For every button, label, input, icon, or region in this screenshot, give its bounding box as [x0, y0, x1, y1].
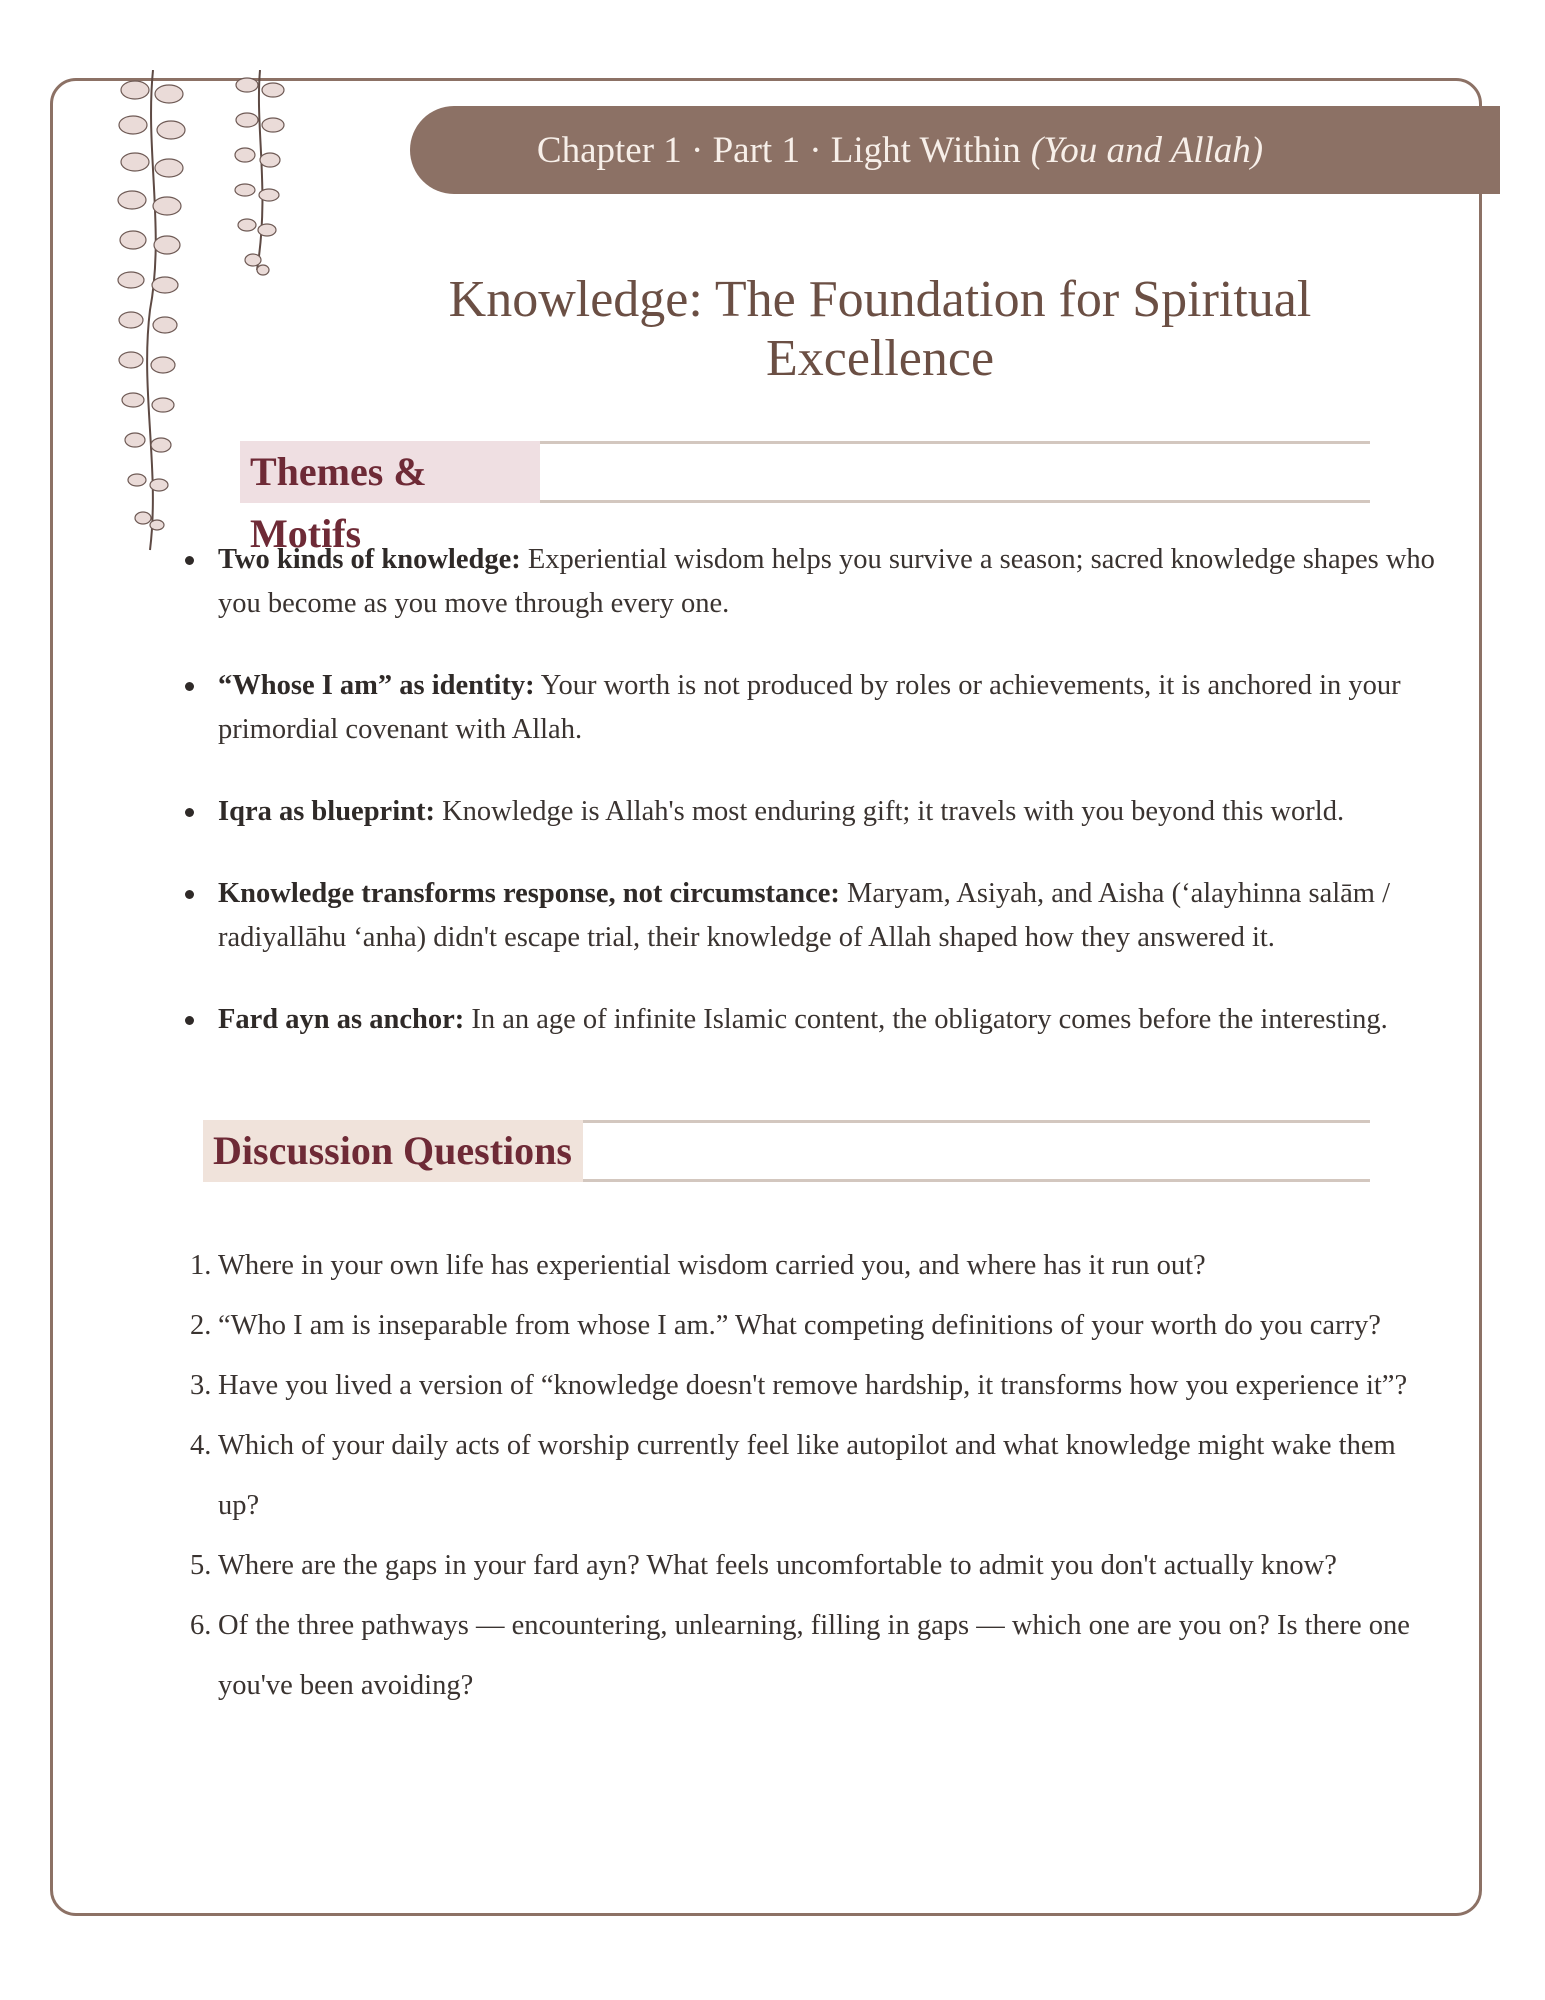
theme-term: “Whose I am” as identity: [218, 670, 535, 701]
question-number: 4. [190, 1430, 212, 1461]
theme-description: Experiential wisdom helps you survive a season; sacred knowledge shapes who you become as you move through every one. [218, 544, 1435, 619]
chapter-banner [410, 106, 1500, 194]
list-item [180, 1596, 1440, 1716]
question-text: Which of your daily acts of worship currently feel like autopilot and what knowledge might wake them up? [218, 1430, 1396, 1521]
list-item [180, 1296, 1440, 1356]
theme-description: In an age of infinite Islamic content, the obligatory comes before the interesting. [464, 1004, 1388, 1035]
question-number: 2. [190, 1310, 212, 1341]
list-item [180, 538, 1440, 626]
theme-description: Maryam, Asiyah, and Aisha (‘alayhinna salām / radiyallāhu ‘anha) didn't escape trial, their knowledge of Allah shaped how they answered it. [218, 878, 1390, 953]
themes-heading-label: Themes & Motifs [240, 441, 540, 503]
heading-rule-top [540, 441, 1370, 444]
question-number: 5. [190, 1550, 212, 1581]
question-text: Have you lived a version of “knowledge doesn't remove hardship, it transforms how you experience it”? [218, 1370, 1408, 1401]
heading-rule-bottom [540, 500, 1370, 503]
question-number: 6. [190, 1610, 212, 1641]
bullet-icon [185, 1016, 194, 1025]
list-item [180, 790, 1440, 834]
bullet-icon [185, 556, 194, 565]
list-item [180, 664, 1440, 752]
question-number: 3. [190, 1370, 212, 1401]
discussion-questions-list [180, 1236, 1440, 1716]
chapter-banner-subtitle: (You and Allah) [1030, 129, 1264, 171]
heading-rule-bottom [583, 1179, 1370, 1182]
list-item [180, 998, 1440, 1042]
chapter-banner-text: Chapter 1 · Part 1 · Light Within [536, 129, 1021, 171]
list-item [180, 1416, 1440, 1536]
theme-description: Your worth is not produced by roles or achievements, it is anchored in your primordial covenant with Allah. [218, 670, 1401, 745]
question-text: Where in your own life has experiential wisdom carried you, and where has it run out? [218, 1250, 1206, 1281]
bullet-icon [185, 808, 194, 817]
list-item [180, 1356, 1440, 1416]
question-number: 1. [190, 1250, 212, 1281]
theme-description: Knowledge is Allah's most enduring gift; it travels with you beyond this world. [434, 796, 1345, 827]
question-text: “Who I am is inseparable from whose I am.” What competing definitions of your worth do you carry? [218, 1310, 1381, 1341]
heading-rule-top [583, 1120, 1370, 1123]
bullet-icon [185, 682, 194, 691]
discussion-section-heading [203, 1120, 1370, 1182]
theme-term: Fard ayn as anchor: [218, 1004, 465, 1035]
discussion-heading-label: Discussion Questions [203, 1120, 583, 1182]
list-item [180, 1536, 1440, 1596]
themes-section-heading [240, 441, 1370, 556]
theme-term: Iqra as blueprint: [218, 796, 435, 827]
theme-term: Knowledge transforms response, not circumstance: [218, 878, 840, 909]
page-title: Knowledge: The Foundation for Spiritual Excellence [448, 271, 1312, 387]
list-item [180, 872, 1440, 960]
question-text: Of the three pathways — encountering, unlearning, filling in gaps — which one are you on? Is there one you've been avoiding? [218, 1610, 1410, 1701]
question-text: Where are the gaps in your fard ayn? What feels uncomfortable to admit you don't actually know? [218, 1550, 1337, 1581]
list-item [180, 1236, 1440, 1296]
theme-term: Two kinds of knowledge: [218, 544, 521, 575]
bullet-icon [185, 890, 194, 899]
themes-list [180, 538, 1440, 1080]
